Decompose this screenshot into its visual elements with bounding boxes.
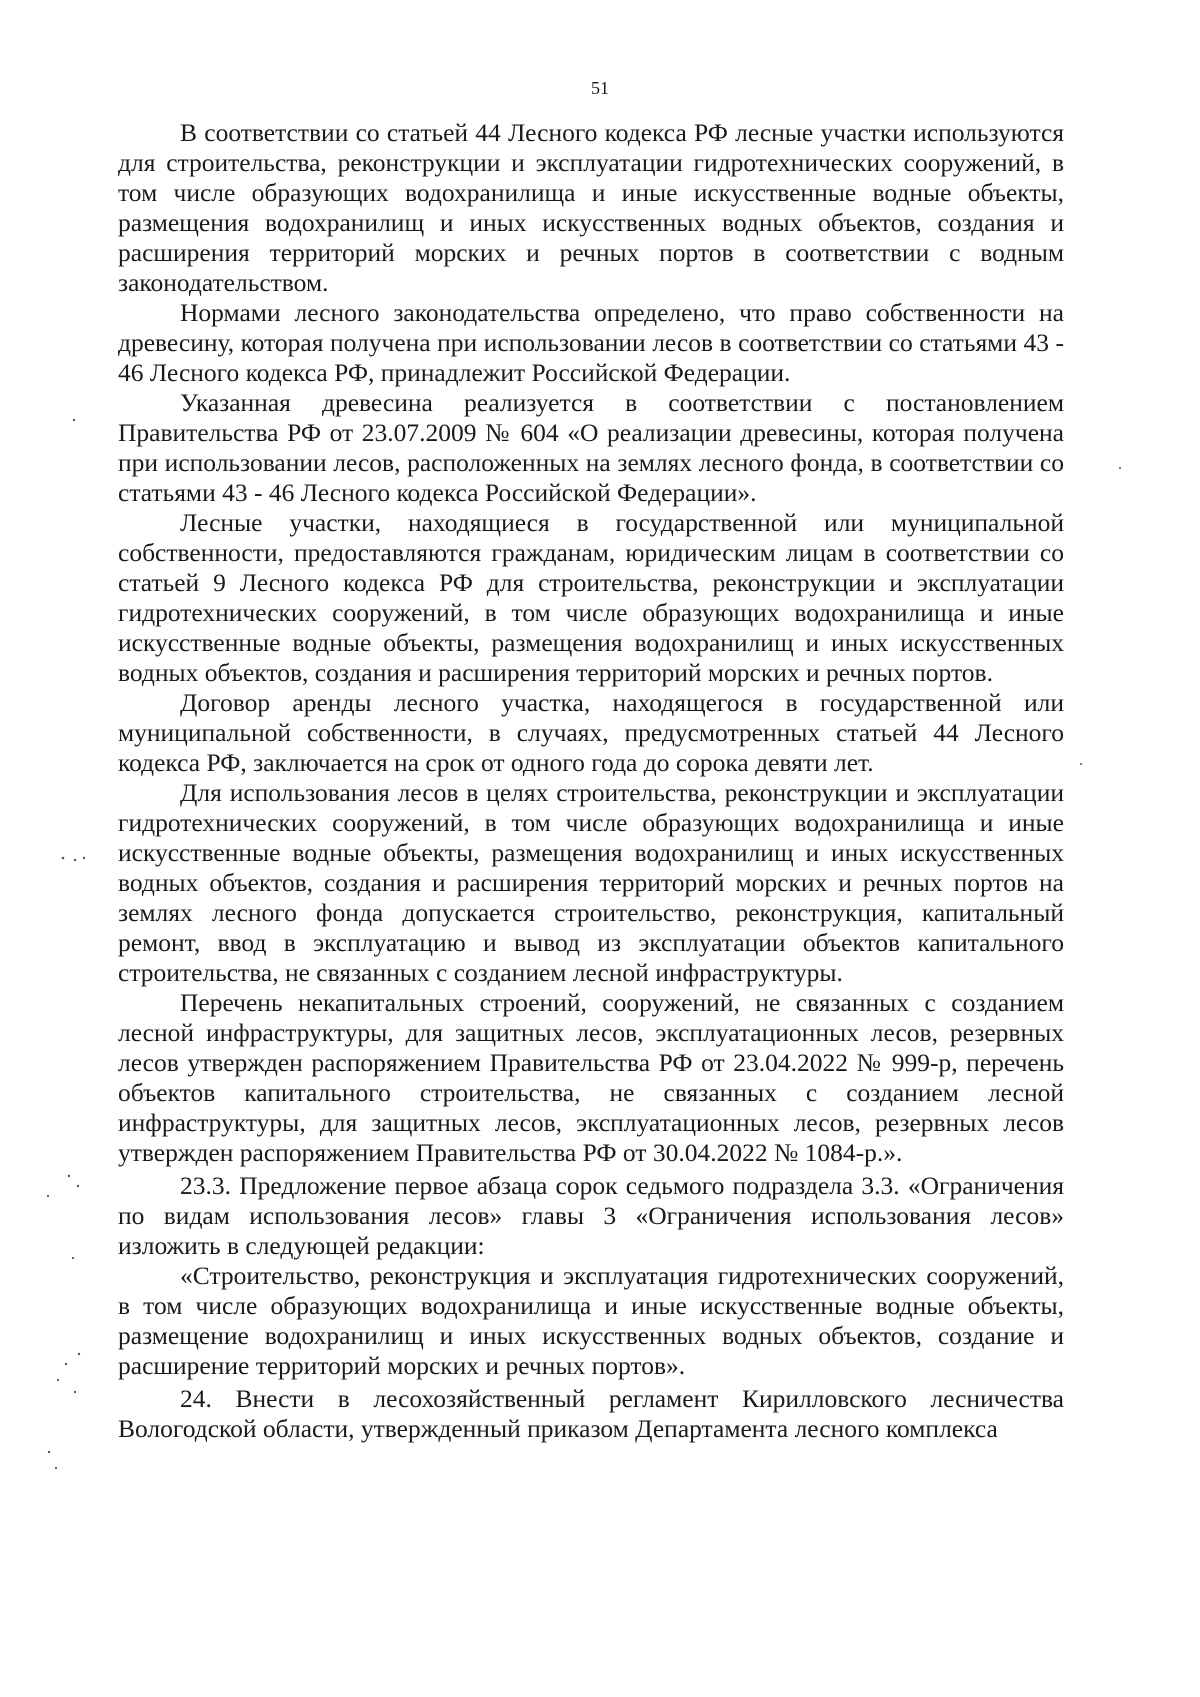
- paragraph-item-24: 24. Внести в лесохозяйственный регламент Кирилловского лесничества Вологодской области, утвержденный приказом Департамента лесного комплекса: [118, 1384, 1064, 1443]
- paragraph-land-plots: Лесные участки, находящиеся в государственной или муниципальной собственности, предоставляются гражданам, юридическим лицам в соответствии со статьей 9 Лесного кодекса РФ для строительства, реконструкции и эксплуатации гидротехнических сооружений, в том числе образующих водохранилища и иные искусственные водные объекты, размещения водохранилищ и иных искусственных водных объектов, создания и расширения территорий морских и речных портов.: [118, 508, 1064, 687]
- paragraph-item-23-3: 23.3. Предложение первое абзаца сорок седьмого подраздела 3.3. «Ограничения по видам использования лесов» главы 3 «Ограничения использования лесов» изложить в следующей редакции:: [118, 1171, 1064, 1260]
- page-number: 51: [591, 78, 609, 98]
- paragraph-structures-list: Перечень некапитальных строений, сооружений, не связанных с созданием лесной инфраструктуры, для защитных лесов, эксплуатационных лесов, резервных лесов утвержден распоряжением Правительства РФ от 23.04.2022 № 999-р, перечень объектов капитального строительства, не связанных с созданием лесной инфраструктуры, для защитных лесов, эксплуатационных лесов, резервных лесов утвержден распоряжением Правительства РФ от 30.04.2022 № 1084-р.».: [118, 988, 1064, 1167]
- paragraph-quoted-amendment: «Строительство, реконструкция и эксплуатация гидротехнических сооружений, в том числе образующих водохранилища и иные искусственные водные объекты, размещение водохранилищ и иных искусственных водных объектов, создание и расширение территорий морских и речных портов».: [118, 1261, 1064, 1380]
- paragraph-wood-sale: Указанная древесина реализуется в соответствии с постановлением Правительства РФ от 23.07.2009 № 604 «О реализации древесины, которая получена при использовании лесов, расположенных на землях лесного фонда, в соответствии со статьями 43 - 46 Лесного кодекса Российской Федерации».: [118, 388, 1064, 507]
- paragraph-wood-ownership: Нормами лесного законодательства определено, что право собственности на древесину, которая получена при использовании лесов в соответствии со статьями 43 - 46 Лесного кодекса РФ, принадлежит Российской Федерации.: [118, 298, 1064, 387]
- paragraph-article-44: В соответствии со статьей 44 Лесного кодекса РФ лесные участки используются для строительства, реконструкции и эксплуатации гидротехнических сооружений, в том числе образующих водохранилища и иные искусственные водные объекты, размещения водохранилищ и иных искусственных водных объектов, создания и расширения территорий морских и речных портов в соответствии с водным законодательством.: [118, 118, 1064, 297]
- paragraph-forest-use: Для использования лесов в целях строительства, реконструкции и эксплуатации гидротехнических сооружений, в том числе образующих водохранилища и иные искусственные водные объекты, размещения водохранилищ и иных искусственных водных объектов, создания и расширения территорий морских и речных портов на землях лесного фонда допускается строительство, реконструкция, капитальный ремонт, ввод в эксплуатацию и вывод из эксплуатации объектов капитального строительства, не связанных с созданием лесной инфраструктуры.: [118, 778, 1064, 987]
- paragraph-lease-agreement: Договор аренды лесного участка, находящегося в государственной или муниципальной собственности, в случаях, предусмотренных статьей 44 Лесного кодекса РФ, заключается на срок от одного года до сорока девяти лет.: [118, 688, 1064, 777]
